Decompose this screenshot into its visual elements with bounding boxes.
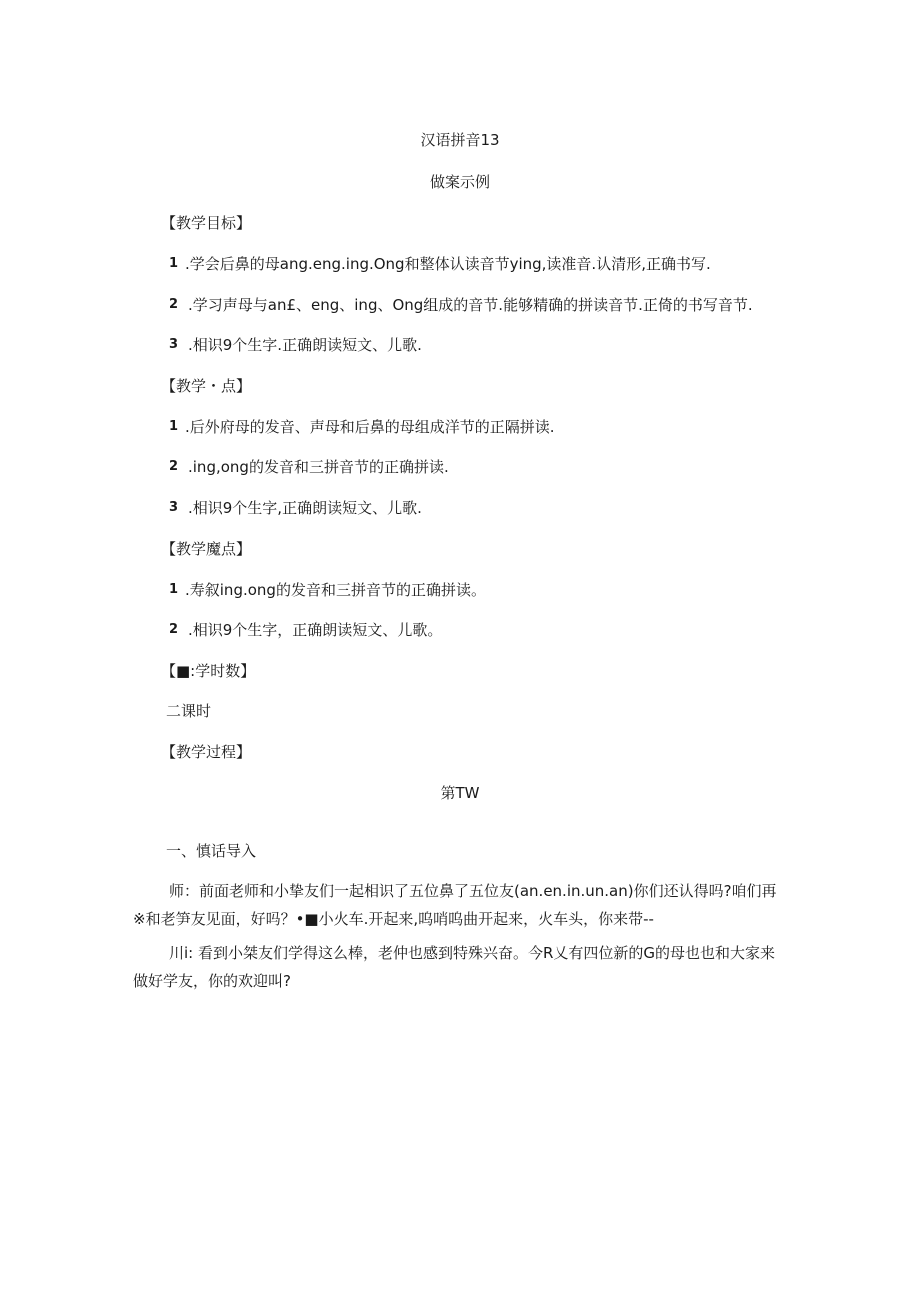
list-item-number: 1: [169, 582, 179, 597]
list-item-number: 3: [169, 337, 179, 352]
key-points-heading: 【教学・点】: [161, 377, 252, 395]
list-item: .相识9个生字.正确朗读短文、儿歌.: [188, 336, 422, 354]
paragraph: 师：前面老师和小挚友们一起相识了五位鼻了五位友(an.en.in.un.an)你们还认得吗?咱们再※和老笋友见面，好吗？•■小火车.开起来,呜哨呜曲开起来，火车头，你来带--: [133, 882, 777, 928]
list-item-number: 3: [169, 500, 179, 515]
list-item-number: 1: [169, 419, 179, 434]
list-item: .学会后鼻的母ang.eng.ing.Ong和整体认读音节ying,读准音.认清形,正确书写.: [185, 255, 711, 273]
document-title: 汉语拼音13: [420, 131, 500, 149]
document-subtitle: 做案示例: [429, 173, 490, 191]
list-item: .学习声母与an£、eng、ing、Ong组成的音节.能够精确的拼读音节.正倚的书写音节.: [188, 296, 753, 314]
list-item-number: 2: [169, 297, 179, 312]
hours-value: 二课时: [166, 702, 212, 720]
paragraph: 川i: 看到小桀友们学得这么棒，老仲也感到特殊兴奋。今R乂有四位新的G的母也也和大家来做好学友，你的欢迎叫?: [133, 944, 776, 990]
list-item-number: 1: [169, 256, 179, 271]
list-item: .相识9个生字,正确朗读短文、儿歌.: [188, 499, 422, 517]
list-item: .后外府母的发音、声母和后鼻的母组成洋节的正隔拼读.: [185, 418, 555, 436]
objectives-heading: 【教学目标】: [161, 214, 252, 232]
process-heading: 【教学过程】: [161, 743, 252, 761]
list-item-number: 2: [169, 622, 179, 637]
list-item: .ing,ong的发音和三拼音节的正确拼读.: [188, 458, 449, 476]
hours-heading: 【■:学时数】: [161, 662, 256, 680]
list-item: .相识9个生字，正确朗读短文、儿歌。: [188, 621, 443, 639]
list-item-number: 2: [169, 459, 179, 474]
list-item: .寿叙ing.ong的发音和三拼音节的正确拼读。: [185, 581, 486, 599]
difficulties-heading: 【教学魔点】: [161, 540, 252, 558]
lesson-title: 第TW: [440, 784, 480, 802]
step-heading: 一、慎话导入: [166, 842, 257, 860]
